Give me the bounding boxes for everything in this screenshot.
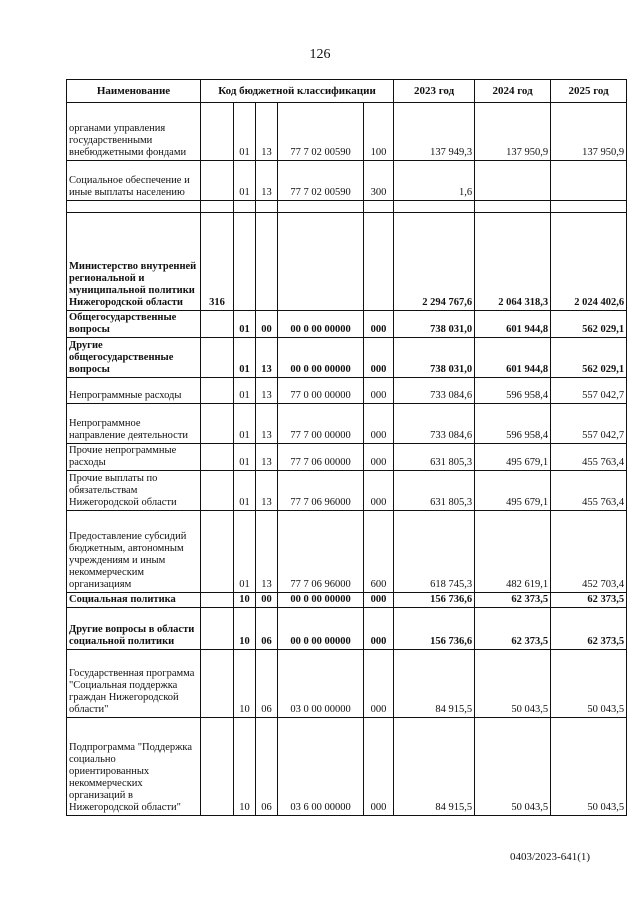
row-target-article-code: 00 0 00 00000 [278, 593, 364, 608]
row-value-2025: 2 024 402,6 [551, 213, 627, 311]
header-2024: 2024 год [475, 80, 551, 103]
row-expense-type-code: 000 [364, 593, 394, 608]
row-ved-code [201, 718, 234, 816]
row-value-2023: 84 915,5 [394, 650, 475, 718]
row-expense-type-code: 000 [364, 471, 394, 511]
row-ved-code [201, 593, 234, 608]
row-ved-code: 316 [201, 213, 234, 311]
row-target-article-code: 00 0 00 00000 [278, 608, 364, 650]
row-value-2025: 50 043,5 [551, 718, 627, 816]
row-section-code: 01 [234, 444, 256, 471]
row-name: Министерство внутренней региональной и муниципальной политики Нижегородской области [67, 213, 201, 311]
table-header-row [67, 80, 627, 103]
header-2025: 2025 год [551, 80, 627, 103]
row-subsection-code: 13 [256, 444, 278, 471]
row-ved-code [201, 201, 234, 213]
table-row [67, 103, 627, 161]
row-value-2025: 137 950,9 [551, 103, 627, 161]
row-value-2023: 2 294 767,6 [394, 213, 475, 311]
table-row [67, 444, 627, 471]
row-section-code: 10 [234, 608, 256, 650]
row-value-2025: 562 029,1 [551, 311, 627, 338]
row-value-2024: 62 373,5 [475, 593, 551, 608]
header-name: Наименование [67, 80, 201, 103]
row-ved-code [201, 161, 234, 201]
row-subsection-code [256, 213, 278, 311]
row-target-article-code: 03 6 00 00000 [278, 718, 364, 816]
row-value-2025: 62 373,5 [551, 593, 627, 608]
row-ved-code [201, 650, 234, 718]
row-name: Предоставление субсидий бюджетным, автономным учреждениям и иным некоммерческим организациям [67, 511, 201, 593]
row-name: Подпрограмма "Поддержка социально ориентированных некоммерческих организаций в Нижегородской области" [67, 718, 201, 816]
table-row [67, 608, 627, 650]
row-value-2023: 618 745,3 [394, 511, 475, 593]
row-expense-type-code [364, 213, 394, 311]
row-name: Социальная политика [67, 593, 201, 608]
row-value-2025 [551, 201, 627, 213]
row-subsection-code: 06 [256, 608, 278, 650]
row-subsection-code: 13 [256, 404, 278, 444]
row-expense-type-code: 000 [364, 311, 394, 338]
table-row [67, 378, 627, 404]
row-name: Общегосударственные вопросы [67, 311, 201, 338]
row-section-code: 01 [234, 338, 256, 378]
row-value-2023: 137 949,3 [394, 103, 475, 161]
table-row [67, 511, 627, 593]
row-expense-type-code: 100 [364, 103, 394, 161]
row-target-article-code: 77 7 06 96000 [278, 511, 364, 593]
row-expense-type-code [364, 201, 394, 213]
row-ved-code [201, 378, 234, 404]
row-subsection-code: 06 [256, 718, 278, 816]
row-value-2024: 596 958,4 [475, 378, 551, 404]
row-section-code: 01 [234, 511, 256, 593]
row-expense-type-code: 000 [364, 650, 394, 718]
row-target-article-code: 77 7 06 00000 [278, 444, 364, 471]
row-value-2024: 50 043,5 [475, 650, 551, 718]
row-subsection-code: 13 [256, 338, 278, 378]
row-target-article-code: 77 7 00 00000 [278, 404, 364, 444]
row-subsection-code: 13 [256, 471, 278, 511]
document-code: 0403/2023-641(1) [510, 851, 591, 863]
row-ved-code [201, 471, 234, 511]
row-subsection-code: 00 [256, 593, 278, 608]
row-subsection-code: 13 [256, 511, 278, 593]
row-target-article-code [278, 201, 364, 213]
row-value-2023: 1,6 [394, 161, 475, 201]
table-row [67, 311, 627, 338]
row-ved-code [201, 404, 234, 444]
table-row [67, 404, 627, 444]
row-section-code: 01 [234, 311, 256, 338]
row-subsection-code: 13 [256, 378, 278, 404]
header-code: Код бюджетной классификации [201, 80, 394, 103]
row-value-2025: 557 042,7 [551, 404, 627, 444]
row-target-article-code: 77 7 02 00590 [278, 103, 364, 161]
row-value-2023 [394, 201, 475, 213]
table-row [67, 338, 627, 378]
row-value-2024: 137 950,9 [475, 103, 551, 161]
row-name: Непрограммное направление деятельности [67, 404, 201, 444]
row-ved-code [201, 103, 234, 161]
row-value-2023: 156 736,6 [394, 608, 475, 650]
row-name: Государственная программа "Социальная поддержка граждан Нижегородской области" [67, 650, 201, 718]
row-value-2025: 455 763,4 [551, 444, 627, 471]
row-ved-code [201, 311, 234, 338]
row-target-article-code: 77 0 00 00000 [278, 378, 364, 404]
row-value-2024: 495 679,1 [475, 471, 551, 511]
row-value-2024: 601 944,8 [475, 311, 551, 338]
row-section-code: 01 [234, 471, 256, 511]
row-value-2023: 733 084,6 [394, 404, 475, 444]
row-subsection-code: 06 [256, 650, 278, 718]
row-name: Другие общегосударственные вопросы [67, 338, 201, 378]
row-value-2023: 631 805,3 [394, 471, 475, 511]
row-subsection-code: 13 [256, 103, 278, 161]
row-value-2023: 733 084,6 [394, 378, 475, 404]
row-section-code [234, 201, 256, 213]
row-section-code: 01 [234, 161, 256, 201]
row-value-2023: 84 915,5 [394, 718, 475, 816]
row-name: Непрограммные расходы [67, 378, 201, 404]
row-name: Прочие непрограммные расходы [67, 444, 201, 471]
row-section-code [234, 213, 256, 311]
row-expense-type-code: 000 [364, 338, 394, 378]
row-name: органами управления государственными внебюджетными фондами [67, 103, 201, 161]
table-row [67, 650, 627, 718]
row-target-article-code [278, 213, 364, 311]
row-value-2025: 62 373,5 [551, 608, 627, 650]
row-value-2023: 738 031,0 [394, 338, 475, 378]
row-value-2023: 156 736,6 [394, 593, 475, 608]
row-section-code: 01 [234, 378, 256, 404]
row-value-2025: 562 029,1 [551, 338, 627, 378]
row-section-code: 10 [234, 650, 256, 718]
row-value-2025: 452 703,4 [551, 511, 627, 593]
row-value-2024: 50 043,5 [475, 718, 551, 816]
row-value-2024: 596 958,4 [475, 404, 551, 444]
row-value-2024 [475, 161, 551, 201]
table-row [67, 718, 627, 816]
row-value-2025: 50 043,5 [551, 650, 627, 718]
table-row [67, 213, 627, 311]
row-target-article-code: 00 0 00 00000 [278, 338, 364, 378]
row-value-2024 [475, 201, 551, 213]
row-value-2024: 62 373,5 [475, 608, 551, 650]
row-value-2025: 455 763,4 [551, 471, 627, 511]
row-value-2025: 557 042,7 [551, 378, 627, 404]
row-ved-code [201, 608, 234, 650]
row-value-2024: 601 944,8 [475, 338, 551, 378]
row-subsection-code [256, 201, 278, 213]
row-section-code: 01 [234, 103, 256, 161]
row-value-2025 [551, 161, 627, 201]
row-value-2023: 631 805,3 [394, 444, 475, 471]
row-subsection-code: 00 [256, 311, 278, 338]
row-target-article-code: 00 0 00 00000 [278, 311, 364, 338]
table-row [67, 593, 627, 608]
row-target-article-code: 03 0 00 00000 [278, 650, 364, 718]
row-section-code: 10 [234, 593, 256, 608]
row-ved-code [201, 444, 234, 471]
header-2023: 2023 год [394, 80, 475, 103]
row-target-article-code: 77 7 02 00590 [278, 161, 364, 201]
table-body [67, 103, 627, 816]
page-number: 126 [309, 47, 331, 62]
row-name: Прочие выплаты по обязательствам Нижегородской области [67, 471, 201, 511]
row-name: Социальное обеспечение и иные выплаты населению [67, 161, 201, 201]
row-value-2024: 482 619,1 [475, 511, 551, 593]
table-row [67, 201, 627, 213]
row-subsection-code: 13 [256, 161, 278, 201]
row-value-2023: 738 031,0 [394, 311, 475, 338]
table-row [67, 471, 627, 511]
row-target-article-code: 77 7 06 96000 [278, 471, 364, 511]
row-expense-type-code: 000 [364, 404, 394, 444]
row-name [67, 201, 201, 213]
row-value-2024: 2 064 318,3 [475, 213, 551, 311]
row-ved-code [201, 338, 234, 378]
row-expense-type-code: 000 [364, 378, 394, 404]
row-ved-code [201, 511, 234, 593]
row-section-code: 01 [234, 404, 256, 444]
row-expense-type-code: 300 [364, 161, 394, 201]
row-expense-type-code: 000 [364, 444, 394, 471]
table-row [67, 161, 627, 201]
budget-table [66, 79, 627, 816]
row-expense-type-code: 000 [364, 608, 394, 650]
row-section-code: 10 [234, 718, 256, 816]
row-expense-type-code: 600 [364, 511, 394, 593]
row-expense-type-code: 000 [364, 718, 394, 816]
row-name: Другие вопросы в области социальной политики [67, 608, 201, 650]
row-value-2024: 495 679,1 [475, 444, 551, 471]
